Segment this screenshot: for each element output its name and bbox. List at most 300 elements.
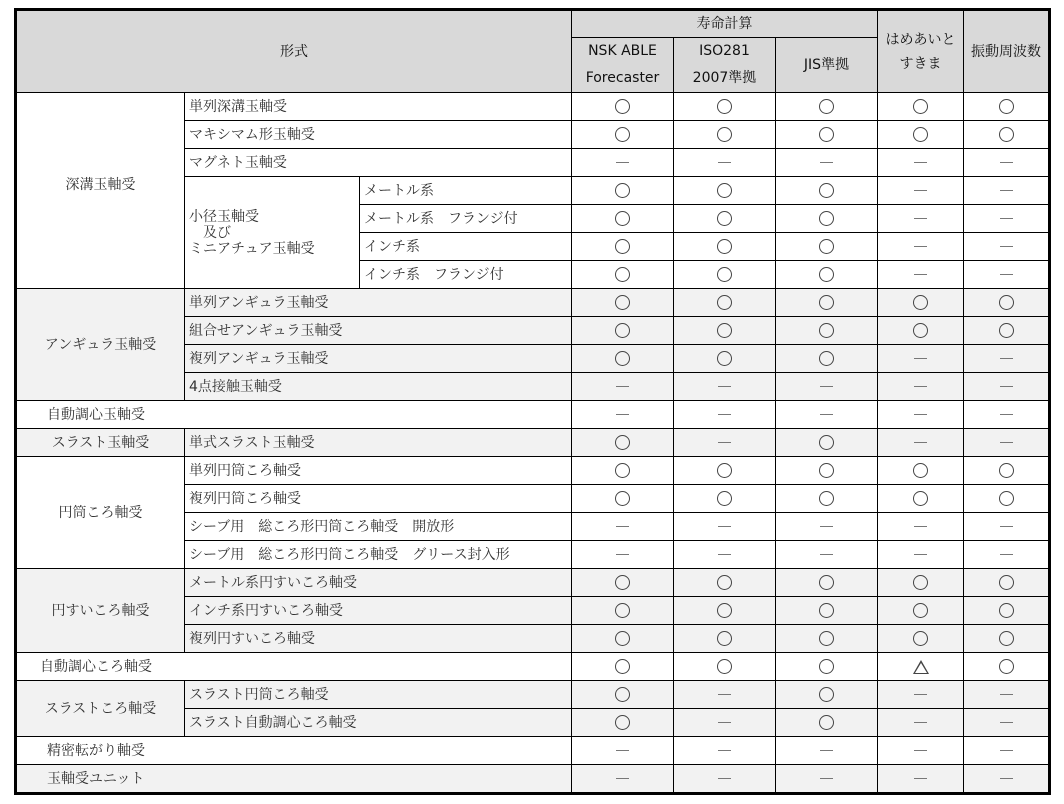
circle-mark-icon	[615, 603, 630, 618]
mark-cell	[572, 597, 674, 625]
row-label: 複列アンギュラ玉軸受	[185, 345, 572, 373]
circle-mark-icon	[913, 99, 928, 114]
mark-cell	[964, 737, 1050, 765]
row-label: シーブ用 総ころ形円筒ころ軸受 開放形	[185, 513, 572, 541]
mark-cell	[776, 205, 878, 233]
dash-mark-icon	[718, 442, 731, 443]
dash-mark-icon	[914, 442, 927, 443]
circle-mark-icon	[615, 183, 630, 198]
row-label: 組合せアンギュラ玉軸受	[185, 317, 572, 345]
row-label: インチ系円すいころ軸受	[185, 597, 572, 625]
circle-mark-icon	[913, 295, 928, 310]
mark-cell	[776, 709, 878, 737]
table-row	[16, 401, 1050, 429]
mark-cell	[572, 233, 674, 261]
mark-cell	[572, 625, 674, 653]
mark-cell	[572, 149, 674, 177]
mark-cell	[776, 681, 878, 709]
mark-cell	[674, 93, 776, 121]
mark-cell	[878, 177, 964, 205]
row-label: 自動調心ころ軸受	[16, 653, 572, 681]
mark-cell	[572, 513, 674, 541]
dash-mark-icon	[616, 162, 629, 163]
row-label: 複列円筒ころ軸受	[185, 485, 572, 513]
circle-mark-icon	[913, 127, 928, 142]
mark-cell	[572, 93, 674, 121]
mark-cell	[674, 709, 776, 737]
row-label: 単列深溝玉軸受	[185, 93, 572, 121]
dash-mark-icon	[1000, 190, 1013, 191]
mark-cell	[878, 709, 964, 737]
mark-cell	[674, 345, 776, 373]
dash-mark-icon	[718, 694, 731, 695]
dash-mark-icon	[718, 526, 731, 527]
mark-cell	[878, 121, 964, 149]
mark-cell	[878, 429, 964, 457]
circle-mark-icon	[717, 491, 732, 506]
table-row	[16, 765, 1050, 794]
triangle-mark-icon	[913, 660, 929, 674]
mark-cell	[964, 373, 1050, 401]
dash-mark-icon	[914, 722, 927, 723]
circle-mark-icon	[913, 323, 928, 338]
circle-mark-icon	[999, 659, 1014, 674]
dash-mark-icon	[914, 190, 927, 191]
mark-cell	[674, 233, 776, 261]
dash-mark-icon	[914, 750, 927, 751]
dash-mark-icon	[616, 414, 629, 415]
circle-mark-icon	[999, 631, 1014, 646]
mark-cell	[878, 681, 964, 709]
circle-mark-icon	[819, 631, 834, 646]
header-life-calc: 寿命計算	[572, 10, 878, 38]
mark-cell	[776, 625, 878, 653]
group-tapered-roller: 円すいころ軸受	[16, 569, 185, 653]
mark-cell	[572, 457, 674, 485]
dash-mark-icon	[914, 358, 927, 359]
circle-mark-icon	[717, 659, 732, 674]
dash-mark-icon	[1000, 526, 1013, 527]
mark-cell	[964, 653, 1050, 681]
mark-cell	[878, 513, 964, 541]
mark-cell	[964, 429, 1050, 457]
header-iso281: ISO281 2007準拠	[674, 38, 776, 93]
circle-mark-icon	[717, 323, 732, 338]
circle-mark-icon	[819, 183, 834, 198]
circle-mark-icon	[819, 295, 834, 310]
dash-mark-icon	[616, 554, 629, 555]
row-label: 単列円筒ころ軸受	[185, 457, 572, 485]
header-fit-clearance: はめあいと すきま	[878, 10, 964, 93]
mark-cell	[964, 93, 1050, 121]
mark-cell	[572, 177, 674, 205]
mark-cell	[878, 485, 964, 513]
mark-cell	[776, 541, 878, 569]
circle-mark-icon	[615, 211, 630, 226]
dash-mark-icon	[1000, 442, 1013, 443]
mark-cell	[776, 93, 878, 121]
circle-mark-icon	[615, 687, 630, 702]
bearing-support-table	[14, 8, 1051, 795]
circle-mark-icon	[999, 463, 1014, 478]
dash-mark-icon	[820, 778, 833, 779]
header-vibration-frequency: 振動周波数	[964, 10, 1050, 93]
mark-cell	[964, 177, 1050, 205]
dash-mark-icon	[820, 526, 833, 527]
dash-mark-icon	[914, 694, 927, 695]
mark-cell	[572, 317, 674, 345]
dash-mark-icon	[914, 414, 927, 415]
dash-mark-icon	[820, 554, 833, 555]
circle-mark-icon	[615, 659, 630, 674]
circle-mark-icon	[615, 127, 630, 142]
table-row	[16, 681, 1050, 709]
mark-cell	[878, 569, 964, 597]
mark-cell	[964, 681, 1050, 709]
mark-cell	[776, 289, 878, 317]
mark-cell	[878, 457, 964, 485]
circle-mark-icon	[615, 239, 630, 254]
table-row	[16, 93, 1050, 121]
circle-mark-icon	[717, 603, 732, 618]
mark-cell	[572, 737, 674, 765]
circle-mark-icon	[717, 295, 732, 310]
dash-mark-icon	[1000, 554, 1013, 555]
circle-mark-icon	[615, 491, 630, 506]
circle-mark-icon	[819, 211, 834, 226]
mark-cell	[964, 233, 1050, 261]
dash-mark-icon	[616, 386, 629, 387]
circle-mark-icon	[999, 295, 1014, 310]
circle-mark-icon	[819, 239, 834, 254]
table-row	[16, 569, 1050, 597]
dash-mark-icon	[1000, 274, 1013, 275]
mark-cell	[674, 653, 776, 681]
mark-cell	[674, 597, 776, 625]
dash-mark-icon	[1000, 386, 1013, 387]
mark-cell	[674, 317, 776, 345]
row-label: 精密転がり軸受	[16, 737, 572, 765]
mark-cell	[572, 541, 674, 569]
mark-cell	[776, 401, 878, 429]
circle-mark-icon	[615, 463, 630, 478]
table-row	[16, 289, 1050, 317]
mark-cell	[776, 317, 878, 345]
mark-cell	[964, 541, 1050, 569]
circle-mark-icon	[819, 435, 834, 450]
mark-cell	[674, 401, 776, 429]
dash-mark-icon	[1000, 162, 1013, 163]
circle-mark-icon	[615, 351, 630, 366]
circle-mark-icon	[999, 99, 1014, 114]
mark-cell	[572, 569, 674, 597]
mark-cell	[964, 401, 1050, 429]
circle-mark-icon	[717, 267, 732, 282]
circle-mark-icon	[819, 715, 834, 730]
table-row	[16, 457, 1050, 485]
dash-mark-icon	[914, 386, 927, 387]
mark-cell	[878, 317, 964, 345]
circle-mark-icon	[717, 575, 732, 590]
mark-cell	[572, 709, 674, 737]
mark-cell	[776, 597, 878, 625]
circle-mark-icon	[615, 323, 630, 338]
mark-cell	[878, 373, 964, 401]
mark-cell	[572, 289, 674, 317]
circle-mark-icon	[819, 463, 834, 478]
dash-mark-icon	[820, 414, 833, 415]
dash-mark-icon	[820, 750, 833, 751]
group-cylindrical-roller: 円筒ころ軸受	[16, 457, 185, 569]
row-label: シーブ用 総ころ形円筒ころ軸受 グリース封入形	[185, 541, 572, 569]
mark-cell	[964, 457, 1050, 485]
row-label: スラスト自動調心ころ軸受	[185, 709, 572, 737]
mark-cell	[878, 737, 964, 765]
mark-cell	[964, 513, 1050, 541]
row-label: メートル系円すいころ軸受	[185, 569, 572, 597]
mark-cell	[776, 513, 878, 541]
row-label: 複列円すいころ軸受	[185, 625, 572, 653]
mark-cell	[674, 765, 776, 794]
mark-cell	[776, 177, 878, 205]
row-label: 自動調心玉軸受	[16, 401, 572, 429]
group-deep-groove: 深溝玉軸受	[16, 93, 185, 289]
mark-cell	[572, 765, 674, 794]
row-label: インチ系	[360, 233, 572, 261]
mark-cell	[674, 625, 776, 653]
mark-cell	[964, 597, 1050, 625]
dash-mark-icon	[1000, 358, 1013, 359]
mark-cell	[878, 765, 964, 794]
circle-mark-icon	[819, 323, 834, 338]
mark-cell	[674, 681, 776, 709]
mark-cell	[776, 737, 878, 765]
circle-mark-icon	[717, 631, 732, 646]
mark-cell	[776, 569, 878, 597]
mark-cell	[776, 149, 878, 177]
mark-cell	[776, 261, 878, 289]
mark-cell	[964, 205, 1050, 233]
mark-cell	[878, 541, 964, 569]
circle-mark-icon	[615, 295, 630, 310]
dash-mark-icon	[914, 218, 927, 219]
mark-cell	[776, 457, 878, 485]
circle-mark-icon	[615, 575, 630, 590]
mark-cell	[674, 261, 776, 289]
circle-mark-icon	[819, 99, 834, 114]
row-label: 4点接触玉軸受	[185, 373, 572, 401]
dash-mark-icon	[914, 778, 927, 779]
mark-cell	[674, 569, 776, 597]
mark-cell	[964, 121, 1050, 149]
dash-mark-icon	[1000, 694, 1013, 695]
circle-mark-icon	[819, 687, 834, 702]
table-row	[16, 653, 1050, 681]
circle-mark-icon	[999, 491, 1014, 506]
circle-mark-icon	[819, 575, 834, 590]
mark-cell	[572, 485, 674, 513]
circle-mark-icon	[615, 99, 630, 114]
dash-mark-icon	[718, 554, 731, 555]
mark-cell	[878, 289, 964, 317]
mark-cell	[878, 205, 964, 233]
mark-cell	[878, 233, 964, 261]
mark-cell	[674, 541, 776, 569]
mark-cell	[964, 569, 1050, 597]
row-label: 単式スラスト玉軸受	[185, 429, 572, 457]
mark-cell	[674, 429, 776, 457]
dash-mark-icon	[914, 246, 927, 247]
dash-mark-icon	[718, 778, 731, 779]
circle-mark-icon	[717, 239, 732, 254]
mark-cell	[674, 485, 776, 513]
mark-cell	[878, 149, 964, 177]
circle-mark-icon	[819, 351, 834, 366]
circle-mark-icon	[999, 127, 1014, 142]
mark-cell	[878, 625, 964, 653]
mark-cell	[572, 681, 674, 709]
table-row	[16, 737, 1050, 765]
header-jis: JIS準拠	[776, 38, 878, 93]
mark-cell	[878, 597, 964, 625]
mark-cell	[674, 737, 776, 765]
circle-mark-icon	[819, 491, 834, 506]
circle-mark-icon	[913, 603, 928, 618]
group-small-miniature: 小径玉軸受 及び ミニアチュア玉軸受	[185, 177, 360, 289]
mark-cell	[964, 709, 1050, 737]
row-label: マキシマム形玉軸受	[185, 121, 572, 149]
mark-cell	[674, 289, 776, 317]
mark-cell	[674, 177, 776, 205]
circle-mark-icon	[999, 603, 1014, 618]
group-thrust-ball: スラスト玉軸受	[16, 429, 185, 457]
mark-cell	[964, 345, 1050, 373]
circle-mark-icon	[819, 267, 834, 282]
circle-mark-icon	[615, 267, 630, 282]
mark-cell	[776, 121, 878, 149]
circle-mark-icon	[717, 211, 732, 226]
circle-mark-icon	[913, 575, 928, 590]
circle-mark-icon	[819, 603, 834, 618]
dash-mark-icon	[914, 162, 927, 163]
dash-mark-icon	[1000, 750, 1013, 751]
table-row	[16, 429, 1050, 457]
group-angular: アンギュラ玉軸受	[16, 289, 185, 401]
mark-cell	[572, 373, 674, 401]
mark-cell	[776, 233, 878, 261]
dash-mark-icon	[718, 386, 731, 387]
row-label: メートル系	[360, 177, 572, 205]
header-nsk-able: NSK ABLE Forecaster	[572, 38, 674, 93]
mark-cell	[776, 485, 878, 513]
dash-mark-icon	[616, 750, 629, 751]
mark-cell	[674, 457, 776, 485]
mark-cell	[776, 345, 878, 373]
mark-cell	[674, 373, 776, 401]
mark-cell	[674, 513, 776, 541]
mark-cell	[776, 653, 878, 681]
circle-mark-icon	[615, 435, 630, 450]
mark-cell	[964, 261, 1050, 289]
circle-mark-icon	[819, 127, 834, 142]
dash-mark-icon	[718, 414, 731, 415]
circle-mark-icon	[913, 491, 928, 506]
mark-cell	[964, 485, 1050, 513]
dash-mark-icon	[1000, 246, 1013, 247]
circle-mark-icon	[819, 659, 834, 674]
circle-mark-icon	[717, 183, 732, 198]
dash-mark-icon	[914, 526, 927, 527]
row-label: スラスト円筒ころ軸受	[185, 681, 572, 709]
mark-cell	[964, 317, 1050, 345]
mark-cell	[572, 401, 674, 429]
mark-cell	[674, 121, 776, 149]
row-label: インチ系 フランジ付	[360, 261, 572, 289]
dash-mark-icon	[820, 386, 833, 387]
dash-mark-icon	[1000, 414, 1013, 415]
circle-mark-icon	[913, 463, 928, 478]
dash-mark-icon	[1000, 778, 1013, 779]
circle-mark-icon	[717, 99, 732, 114]
mark-cell	[878, 345, 964, 373]
circle-mark-icon	[717, 463, 732, 478]
mark-cell	[878, 93, 964, 121]
row-label: 玉軸受ユニット	[16, 765, 572, 794]
dash-mark-icon	[616, 526, 629, 527]
mark-cell	[572, 121, 674, 149]
mark-cell	[776, 373, 878, 401]
circle-mark-icon	[717, 127, 732, 142]
row-label: 単列アンギュラ玉軸受	[185, 289, 572, 317]
dash-mark-icon	[718, 750, 731, 751]
dash-mark-icon	[718, 162, 731, 163]
mark-cell	[878, 401, 964, 429]
mark-cell	[878, 261, 964, 289]
dash-mark-icon	[820, 162, 833, 163]
mark-cell	[572, 653, 674, 681]
dash-mark-icon	[914, 554, 927, 555]
dash-mark-icon	[914, 274, 927, 275]
dash-mark-icon	[1000, 218, 1013, 219]
mark-cell	[776, 429, 878, 457]
circle-mark-icon	[615, 631, 630, 646]
mark-cell	[572, 261, 674, 289]
circle-mark-icon	[717, 351, 732, 366]
mark-cell	[964, 149, 1050, 177]
mark-cell	[674, 149, 776, 177]
row-label: マグネト玉軸受	[185, 149, 572, 177]
mark-cell	[572, 205, 674, 233]
mark-cell	[776, 765, 878, 794]
header-type: 形式	[16, 10, 572, 93]
mark-cell	[878, 653, 964, 681]
mark-cell	[572, 345, 674, 373]
mark-cell	[964, 625, 1050, 653]
circle-mark-icon	[913, 631, 928, 646]
circle-mark-icon	[999, 323, 1014, 338]
circle-mark-icon	[615, 715, 630, 730]
mark-cell	[572, 429, 674, 457]
dash-mark-icon	[1000, 722, 1013, 723]
row-label: メートル系 フランジ付	[360, 205, 572, 233]
dash-mark-icon	[718, 722, 731, 723]
dash-mark-icon	[616, 778, 629, 779]
mark-cell	[964, 289, 1050, 317]
mark-cell	[674, 205, 776, 233]
group-thrust-roller: スラストころ軸受	[16, 681, 185, 737]
mark-cell	[964, 765, 1050, 794]
circle-mark-icon	[999, 575, 1014, 590]
